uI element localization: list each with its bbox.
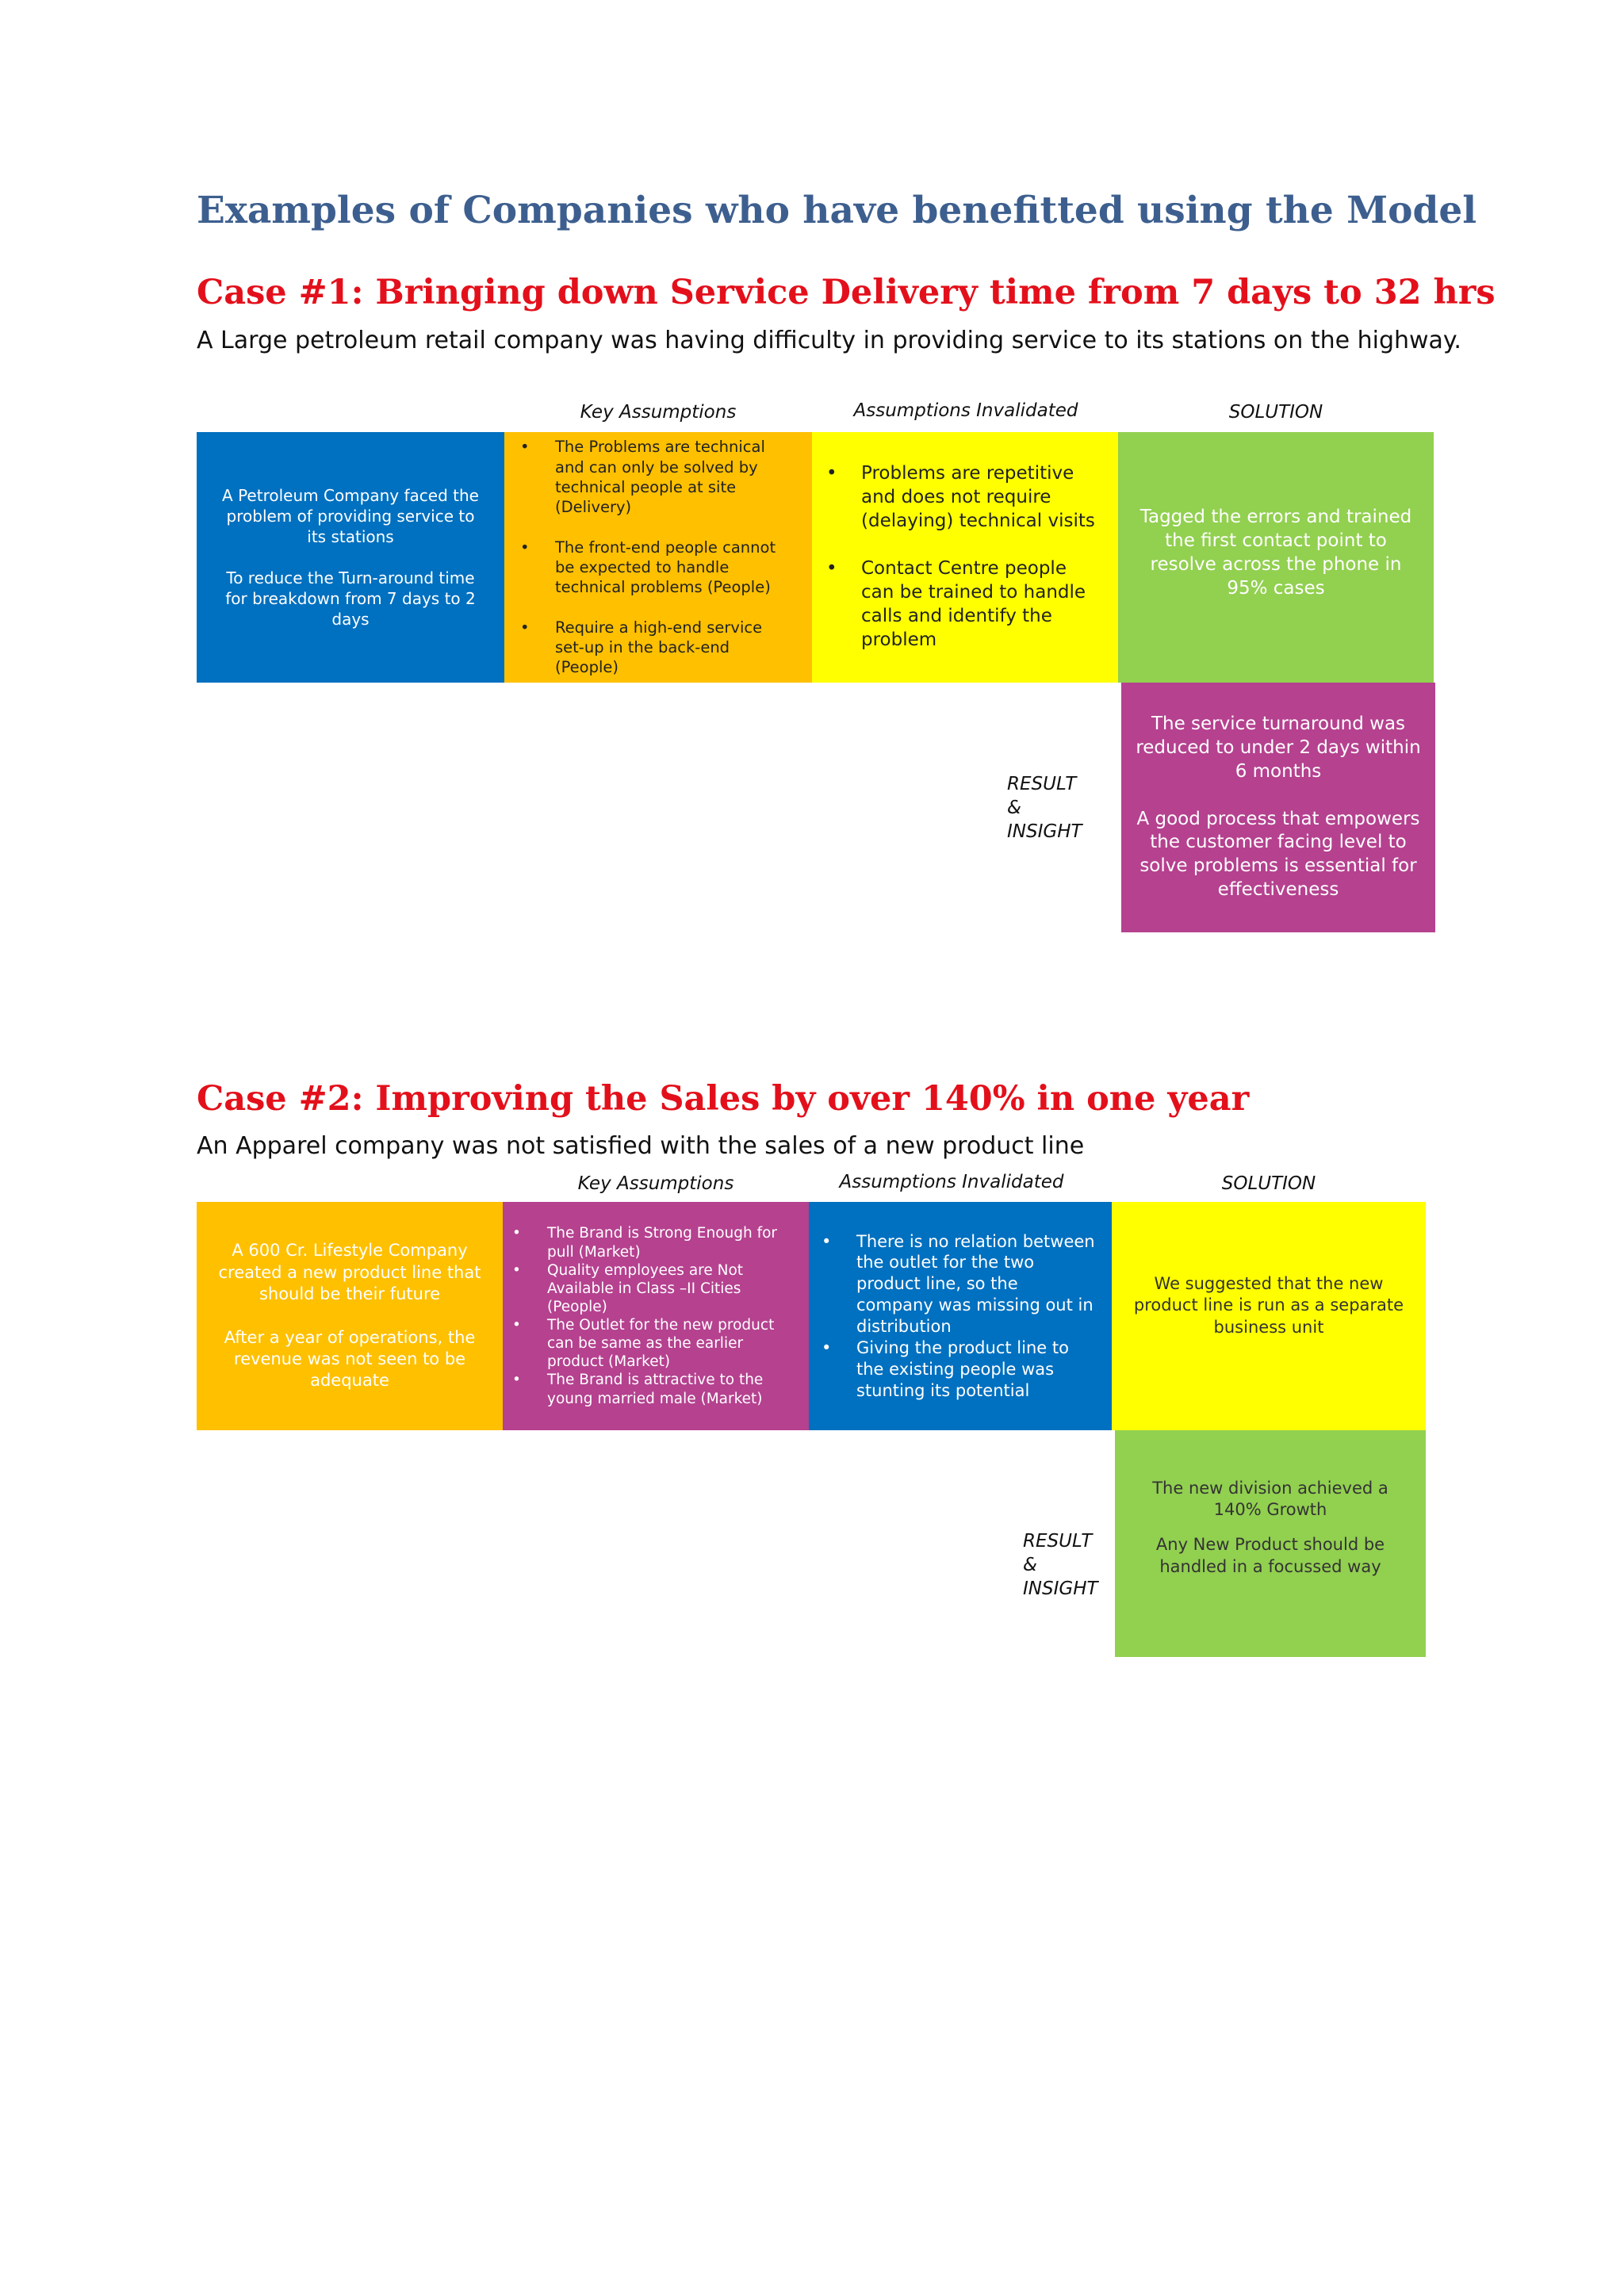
- case2-subtitle: An Apparel company was not satisfied with the sales of a new product line: [197, 1132, 1085, 1160]
- case1-result-text-2: A good process that empowers the customer facing level to solve problems is essential for effectiveness: [1136, 808, 1420, 901]
- result-label-line: RESULT: [1007, 774, 1077, 794]
- case2-assumptions-invalidated-header: Assumptions Invalidated: [839, 1172, 1064, 1192]
- case2-key-assumption-item: • The Brand is Strong Enough for pull (Market): [506, 1224, 796, 1261]
- case2-solution-text: We suggested that the new product line is run as a separate business unit: [1133, 1274, 1404, 1337]
- case1-key-assumption-item: • Require a high-end service set-up in the back-end (People): [514, 618, 796, 678]
- case2-key-assumptions-header: Key Assumptions: [577, 1173, 734, 1194]
- case2-invalidated-item: • There is no relation between the outlet for the two product line, so the company was missing out in distribution: [815, 1231, 1096, 1337]
- case1-result-label: [1007, 773, 1082, 844]
- case2-result-text-2: Any New Product should be handled in a focussed way: [1155, 1535, 1385, 1576]
- case1-assumptions-invalidated-box: [812, 432, 1118, 683]
- case2-key-assumption-item: • The Outlet for the new product can be same as the earlier product (Market): [506, 1316, 796, 1371]
- case1-problem-box: [197, 432, 504, 683]
- case1-key-assumption-item: • The front-end people cannot be expected to handle technical problems (People): [514, 538, 796, 598]
- case1-invalidated-item: • Contact Centre people can be trained to handle calls and identify the problem: [820, 557, 1104, 652]
- result-label-line: &: [1023, 1554, 1037, 1575]
- case1-problem-text-2: To reduce the Turn-around time for breakdown from 7 days to 2 days: [225, 568, 476, 629]
- result-label-line: RESULT: [1023, 1531, 1093, 1552]
- case2-solution-header: SOLUTION: [1221, 1173, 1316, 1194]
- case2-key-assumption-item: • Quality employees are Not Available in Class –II Cities (People): [506, 1261, 796, 1316]
- case1-key-assumptions-header: Key Assumptions: [580, 402, 737, 423]
- result-label-line: INSIGHT: [1007, 821, 1082, 842]
- case2-key-assumptions-box: [503, 1202, 809, 1430]
- result-label-line: &: [1007, 797, 1021, 818]
- case2-title: Case #2: Improving the Sales by over 140% in one year: [197, 1079, 1250, 1119]
- result-label-line: INSIGHT: [1023, 1578, 1098, 1599]
- case2-result-box: [1115, 1430, 1426, 1657]
- case1-invalidated-item: • Problems are repetitive and does not require (delaying) technical visits: [820, 462, 1104, 534]
- case1-key-assumption-item: • The Problems are technical and can only be solved by technical people at site (Delivery): [514, 437, 796, 517]
- case2-problem-box: [197, 1202, 503, 1430]
- case1-key-assumptions-box: [504, 432, 812, 683]
- case1-result-box: [1121, 683, 1435, 932]
- case2-key-assumption-item: • The Brand is attractive to the young married male (Market): [506, 1371, 796, 1407]
- case1-solution-box: [1118, 432, 1434, 683]
- case1-solution-header: SOLUTION: [1228, 402, 1323, 423]
- case2-problem-text-1: A 600 Cr. Lifestyle Company created a new product line that should be their future: [218, 1241, 481, 1304]
- case2-invalidated-item: • Giving the product line to the existing people was stunting its potential: [815, 1337, 1096, 1402]
- case2-result-label: [1023, 1530, 1098, 1601]
- case1-subtitle: A Large petroleum retail company was having difficulty in providing service to its stations on the highway.: [197, 327, 1461, 354]
- case1-solution-text: Tagged the errors and trained the first contact point to resolve across the phone in 95% cases: [1139, 507, 1412, 599]
- case1-assumptions-invalidated-header: Assumptions Invalidated: [853, 400, 1078, 421]
- case1-problem-text-1: A Petroleum Company faced the problem of providing service to its stations: [222, 486, 479, 546]
- case2-problem-text-2: After a year of operations, the revenue was not seen to be adequate: [224, 1327, 476, 1391]
- page-title: Examples of Companies who have benefitted using the Model: [197, 189, 1477, 232]
- case2-result-text-1: The new division achieved a 140% Growth: [1152, 1479, 1388, 1520]
- case1-result-text-1: The service turnaround was reduced to under 2 days within 6 months: [1136, 713, 1421, 782]
- case2-solution-box: [1112, 1202, 1426, 1430]
- case1-title: Case #1: Bringing down Service Delivery time from 7 days to 32 hrs: [197, 273, 1496, 312]
- case2-assumptions-invalidated-box: [809, 1202, 1112, 1430]
